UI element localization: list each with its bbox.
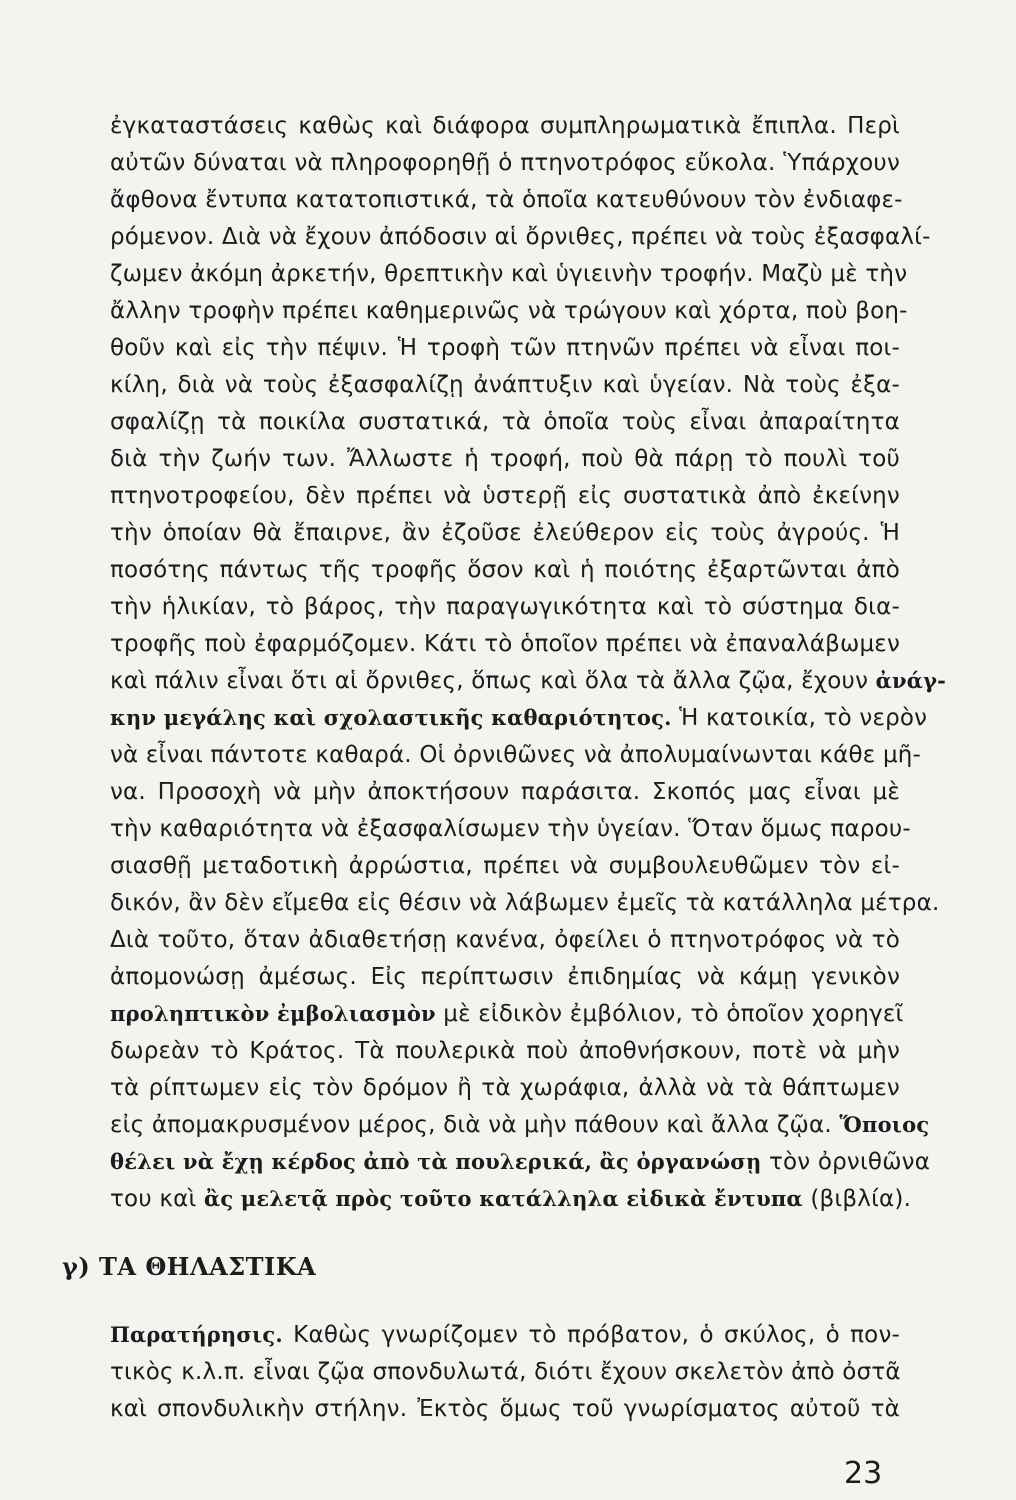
text-line — [110, 370, 900, 400]
line-text: του καὶ — [110, 1186, 204, 1212]
text-line — [110, 296, 908, 326]
line-text: νὰ εἶναι πάντοτε καθαρά. Οἱ ὀρνιθῶνες νὰ ἀπολυμαίνωνται κάθε μῆ- — [110, 742, 922, 768]
text-line — [110, 1357, 900, 1387]
text-line — [110, 1394, 900, 1424]
bold-emphasis: θέλει νὰ ἔχῃ κέρδος ἀπὸ τὰ πουλερικά, ἂς ὀργανώσῃ — [110, 1149, 762, 1174]
text-line — [110, 666, 947, 696]
line-text: πτηνοτροφείου, δὲν πρέπει νὰ ὑστερῇ εἰς συστατικὰ ἀπὸ ἐκείνην — [110, 483, 900, 509]
text-line — [110, 1036, 900, 1066]
text-line — [110, 1073, 900, 1103]
text-line — [110, 592, 900, 622]
line-text: να. Προσοχὴ νὰ μὴν ἀποκτήσουν παράσιτα. Σκοπός μας εἶναι μὲ — [110, 779, 900, 805]
line-text: μὲ εἰδικὸν ἐμβόλιον, τὸ ὁποῖον χορηγεῖ — [435, 1001, 904, 1027]
line-text: ζωμεν ἀκόμη ἀρκετήν, θρεπτικὴν καὶ ὑγιεινὴν τροφήν. Μαζὺ μὲ τὴν — [110, 261, 908, 287]
text-line — [110, 148, 900, 178]
bold-emphasis: Παρατήρησις. — [110, 1322, 283, 1347]
line-text: (βιβλία). — [802, 1186, 912, 1212]
text-line — [110, 259, 908, 289]
line-text: Καθὼς γνωρίζομεν τὸ πρόβατον, ὁ σκύλος, ὁ πον- — [282, 1322, 900, 1348]
text-line — [110, 518, 900, 548]
text-line — [110, 111, 900, 141]
line-text: τὴν ὁποίαν θὰ ἔπαιρνε, ἂν ἐζοῦσε ἐλεύθερον εἰς τοὺς ἀγρούς. Ἡ — [110, 520, 900, 546]
line-text: τὸν ὀρνιθῶνα — [761, 1149, 931, 1175]
line-text: δωρεὰν τὸ Κράτος. Τὰ πουλερικὰ ποὺ ἀποθνήσκουν, ποτὲ νὰ μὴν — [110, 1038, 900, 1064]
line-text: Ἡ κατοικία, τὸ νερὸν — [671, 705, 928, 731]
text-line — [110, 777, 900, 807]
section-heading: γ) ΤΑ ΘΗΛΑΣΤΙΚΑ — [62, 1252, 317, 1281]
line-text: τροφῆς ποὺ ἐφαρμόζομεν. Κάτι τὸ ὁποῖον πρέπει νὰ ἐπαναλάβωμεν — [110, 631, 900, 657]
line-text: αὐτῶν δύναται νὰ πληροφορηθῇ ὁ πτηνοτρόφος εὔκολα. Ὑπάρχουν — [110, 150, 900, 176]
line-text: δικόν, ἂν δὲν εἴμεθα εἰς θέσιν νὰ λάβωμεν ἐμεῖς τὰ κατάλληλα μέτρα. — [110, 890, 940, 916]
text-line — [110, 740, 922, 770]
text-line — [110, 925, 900, 955]
text-line — [110, 851, 900, 881]
text-line — [110, 333, 900, 363]
line-text: τὴν καθαριότητα νὰ ἐξασφαλίσωμεν τὴν ὑγείαν. Ὅταν ὅμως παρου- — [110, 816, 911, 842]
bold-emphasis: προληπτικὸν ἐμβολιασμὸν — [110, 1001, 436, 1026]
line-text: ρόμενον. Διὰ νὰ ἔχουν ἀπόδοσιν αἱ ὄρνιθες, πρέπει νὰ τοὺς ἐξασφαλί- — [110, 224, 931, 250]
line-text: εἰς ἀπομακρυσμένον μέρος, διὰ νὰ μὴν πάθουν καὶ ἄλλα ζῷα. — [110, 1112, 840, 1138]
line-text: διὰ τὴν ζωήν των. Ἄλλωστε ἡ τροφή, ποὺ θὰ πάρῃ τὸ πουλὶ τοῦ — [110, 446, 900, 472]
text-line — [110, 962, 900, 992]
line-text: ποσότης πάντως τῆς τροφῆς ὅσον καὶ ἡ ποιότης ἐξαρτῶνται ἀπὸ — [110, 557, 900, 583]
text-line — [110, 814, 911, 844]
text-line — [110, 1147, 931, 1177]
bold-emphasis: κην μεγάλης καὶ σχολαστικῆς καθαριότητος. — [110, 705, 672, 730]
text-line — [110, 1184, 912, 1214]
text-line — [110, 1320, 900, 1350]
line-text: τὰ ρίπτωμεν εἰς τὸν δρόμον ἢ τὰ χωράφια, ἀλλὰ νὰ τὰ θάπτωμεν — [110, 1075, 900, 1101]
line-text: σιασθῇ μεταδοτικὴ ἀρρώστια, πρέπει νὰ συμβουλευθῶμεν τὸν εἰ- — [110, 853, 900, 879]
line-text: ἄφθονα ἔντυπα κατατοπιστικά, τὰ ὁποῖα κατευθύνουν τὸν ἐνδιαφε- — [110, 187, 903, 213]
text-line — [110, 407, 900, 437]
text-line — [110, 999, 904, 1029]
text-line — [110, 444, 900, 474]
text-line — [110, 703, 928, 733]
text-line — [110, 222, 931, 252]
line-text: θοῦν καὶ εἰς τὴν πέψιν. Ἡ τροφὴ τῶν πτηνῶν πρέπει νὰ εἶναι ποι- — [110, 335, 900, 361]
line-text: καὶ πάλιν εἶναι ὅτι αἱ ὄρνιθες, ὅπως καὶ ὅλα τὰ ἄλλα ζῷα, ἔχουν — [110, 668, 876, 694]
line-text: τὴν ἡλικίαν, τὸ βάρος, τὴν παραγωγικότητα καὶ τὸ σύστημα δια- — [110, 594, 900, 620]
line-text: καὶ σπονδυλικὴν στήλην. Ἐκτὸς ὅμως τοῦ γνωρίσματος αὐτοῦ τὰ — [110, 1396, 900, 1422]
text-line — [110, 888, 940, 918]
line-text: Διὰ τοῦτο, ὅταν ἀδιαθετήσῃ κανένα, ὀφείλει ὁ πτηνοτρόφος νὰ τὸ — [110, 927, 900, 953]
line-text: ἄλλην τροφὴν πρέπει καθημερινῶς νὰ τρώγουν καὶ χόρτα, ποὺ βοη- — [110, 298, 908, 324]
line-text: τικὸς κ.λ.π. εἶναι ζῷα σπονδυλωτά, διότι ἔχουν σκελετὸν ἀπὸ ὀστᾶ — [110, 1359, 901, 1385]
line-text: σφαλίζῃ τὰ ποικίλα συστατικά, τὰ ὁποῖα τοὺς εἶναι ἀπαραίτητα — [110, 409, 900, 435]
bold-emphasis: Ὅποιος — [839, 1112, 930, 1137]
line-text: ἀπομονώσῃ ἀμέσως. Εἰς περίπτωσιν ἐπιδημίας νὰ κάμῃ γενικὸν — [110, 964, 900, 990]
page-number: 23 — [844, 1456, 883, 1491]
text-line — [110, 629, 900, 659]
text-line — [110, 481, 900, 511]
text-line — [110, 1110, 930, 1140]
line-text: κίλη, διὰ νὰ τοὺς ἐξασφαλίζῃ ἀνάπτυξιν καὶ ὑγείαν. Νὰ τοὺς ἐξα- — [110, 372, 900, 398]
line-text: ἐγκαταστάσεις καθὼς καὶ διάφορα συμπληρωματικὰ ἔπιπλα. Περὶ — [110, 113, 900, 139]
text-line — [110, 555, 900, 585]
bold-emphasis: ἂς μελετᾷ πρὸς τοῦτο κατάλληλα εἰδικὰ ἔντυπα — [203, 1186, 803, 1211]
text-line — [110, 185, 903, 215]
bold-emphasis: ἀνάγ- — [875, 668, 947, 693]
